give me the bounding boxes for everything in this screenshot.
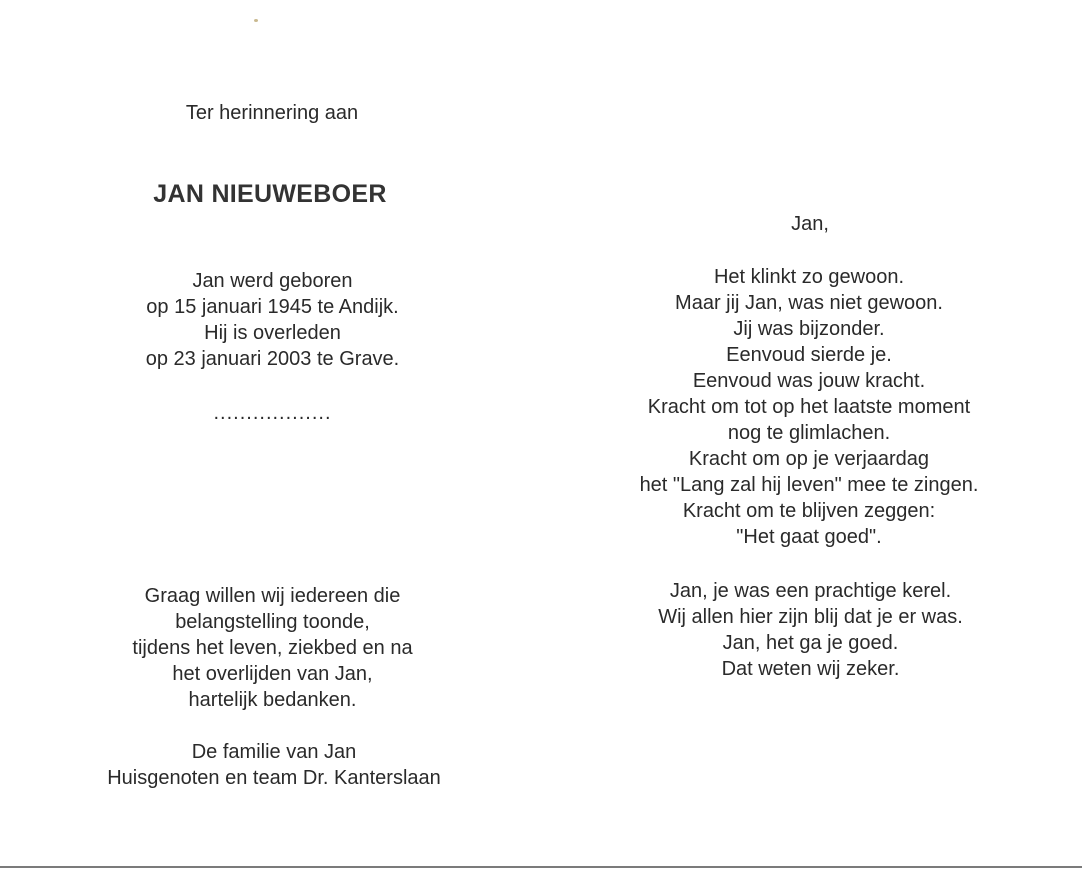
intro-text: Ter herinnering aan: [185, 102, 359, 124]
poem-closing: [628, 578, 993, 682]
poem-line: Eenvoud was jouw kracht.: [692, 370, 926, 392]
thanks-line: belangstelling toonde,: [175, 611, 370, 633]
signature-line: Huisgenoten en team Dr. Kanterslaan: [107, 767, 441, 789]
scan-edge-line: [0, 866, 1082, 868]
death-date-line: op 23 januari 2003 te Grave.: [145, 348, 400, 370]
paper-speck: [254, 19, 258, 22]
poem-line: Kracht om te blijven zeggen:: [682, 500, 936, 522]
thanks-line: het overlijden van Jan,: [172, 663, 373, 685]
poem-verse: [608, 264, 1010, 550]
deceased-name: JAN NIEUWEBOER: [153, 180, 387, 208]
signature-line: De familie van Jan: [191, 741, 357, 763]
signature-block: [84, 739, 464, 791]
thanks-block: [100, 583, 445, 713]
dotted-separator: ..................: [213, 402, 332, 424]
death-line: Hij is overleden: [204, 322, 341, 344]
thanks-line: tijdens het leven, ziekbed en na: [132, 637, 413, 659]
poem-line: Kracht om tot op het laatste moment: [647, 396, 971, 418]
poem-line: nog te glimlachen.: [727, 422, 891, 444]
poem-line: "Het gaat goed".: [736, 526, 882, 548]
closing-line: Jan, je was een prachtige kerel.: [669, 580, 952, 602]
poem-line: Eenvoud sierde je.: [726, 344, 892, 366]
poem-line: Kracht om op je verjaardag: [688, 448, 930, 470]
birth-date-line: op 15 januari 1945 te Andijk.: [146, 296, 399, 318]
thanks-line: Graag willen wij iedereen die: [144, 585, 401, 607]
poem-salutation: Jan,: [791, 213, 829, 235]
closing-line: Wij allen hier zijn blij dat je er was.: [658, 606, 963, 628]
closing-line: Dat weten wij zeker.: [721, 658, 900, 680]
poem-line: Jij was bijzonder.: [733, 318, 885, 340]
birth-line: Jan werd geboren: [192, 270, 353, 292]
birth-death-block: [110, 268, 435, 372]
poem-line: Maar jij Jan, was niet gewoon.: [675, 292, 943, 314]
poem-line: Het klinkt zo gewoon.: [713, 266, 905, 288]
poem-line: het "Lang zal hij leven" mee te zingen.: [639, 474, 979, 496]
thanks-line: hartelijk bedanken.: [188, 689, 357, 711]
closing-line: Jan, het ga je goed.: [722, 632, 899, 654]
